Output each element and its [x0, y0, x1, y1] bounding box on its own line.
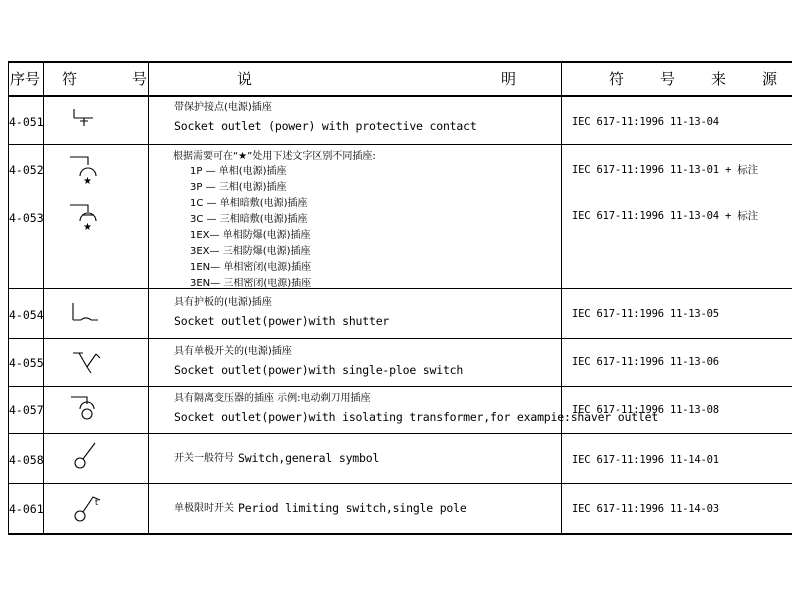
row-number: 4-053: [9, 211, 44, 225]
column-divider: [561, 61, 562, 535]
note-item: 1EX— 单相防爆(电源)插座: [190, 230, 311, 241]
note-item: 3C — 三相暗敷(电源)插座: [190, 214, 308, 225]
table-bottom-border: [8, 533, 792, 535]
note-item: 3EN— 三相密闭(电源)插座: [190, 278, 312, 288]
row-divider: [8, 386, 792, 387]
row-desc-cn: 单极限时开关: [174, 503, 234, 514]
row-divider: [8, 288, 792, 289]
row-desc-en: Socket outlet(power)with shutter: [174, 314, 390, 328]
note-item: 1EN— 单相密闭(电源)插座: [190, 262, 312, 273]
row-desc-cn: 带保护接点(电源)插座: [174, 102, 272, 113]
row-number: 4-051: [9, 115, 44, 129]
row-desc-cn: 具有隔离变压器的插座 示例:电动剃刀用插座: [174, 393, 371, 404]
row-divider: [8, 483, 792, 484]
table-top-border: [8, 61, 792, 63]
note-item: 1P — 单相(电源)插座: [190, 166, 287, 177]
row-desc-cn: 具有单极开关的(电源)插座: [174, 346, 292, 357]
row-desc-en: Switch,general symbol: [238, 451, 380, 465]
row-desc-cn: 具有护板的(电源)插座: [174, 297, 272, 308]
row-number: 4-057: [9, 403, 44, 417]
header-bottom-border: [8, 95, 792, 97]
note-item: 1C — 单相暗敷(电源)插座: [190, 198, 308, 209]
row-source: IEC 617-11:1996 11-13-08: [572, 404, 719, 416]
row-source: IEC 617-11:1996 11-13-05: [572, 308, 719, 320]
note-title: 根据需要可在“★”处用下述文字区别不同插座:: [173, 151, 376, 162]
row-desc-en: Socket outlet (power) with protective contact: [174, 119, 477, 133]
header-symbol-2: 号: [132, 70, 148, 88]
header-source-2: 号: [660, 70, 676, 88]
row-source: IEC 617-11:1996 11-14-01: [572, 454, 719, 466]
row-number: 4-058: [9, 453, 44, 467]
row-number: 4-052: [9, 163, 44, 177]
row-desc-en: Socket outlet(power)with single-ploe switch: [174, 363, 464, 377]
row-number: 4-061: [9, 502, 44, 516]
row-desc-cn: 开关一般符号: [174, 453, 234, 464]
header-symbol-1: 符: [62, 70, 78, 88]
header-source-1: 符: [609, 70, 625, 88]
row-source: IEC 617-11:1996 11-13-04 + 标注: [572, 210, 758, 222]
timer-mark: t: [95, 498, 99, 507]
row-source: IEC 617-11:1996 11-14-03: [572, 503, 719, 515]
star-mark: ★: [83, 176, 92, 187]
row-desc-en: Socket outlet(power)with isolating transformer,for exampie:shaver outlet: [174, 410, 659, 424]
header-desc-2: 明: [501, 70, 517, 88]
row-divider: [8, 144, 792, 145]
star-mark: ★: [83, 222, 92, 233]
header-source-4: 源: [762, 70, 778, 88]
row-source: IEC 617-11:1996 11-13-04: [572, 116, 719, 128]
header-desc-1: 说: [237, 70, 253, 88]
note-item: 3EX— 三相防爆(电源)插座: [190, 246, 311, 257]
header-source-3: 来: [711, 70, 727, 88]
column-divider: [148, 61, 149, 535]
row-source: IEC 617-11:1996 11-13-06: [572, 356, 719, 368]
row-desc-en: Period limiting switch,single pole: [238, 501, 467, 515]
row-source: IEC 617-11:1996 11-13-01 + 标注: [572, 164, 758, 176]
note-item: 3P — 三相(电源)插座: [190, 182, 287, 193]
header-no: 序号: [10, 70, 41, 88]
row-divider: [8, 433, 792, 434]
row-divider: [8, 338, 792, 339]
switch-period-limiting-icon: [0, 0, 1, 1]
row-number: 4-054: [9, 308, 44, 322]
row-number: 4-055: [9, 356, 44, 370]
